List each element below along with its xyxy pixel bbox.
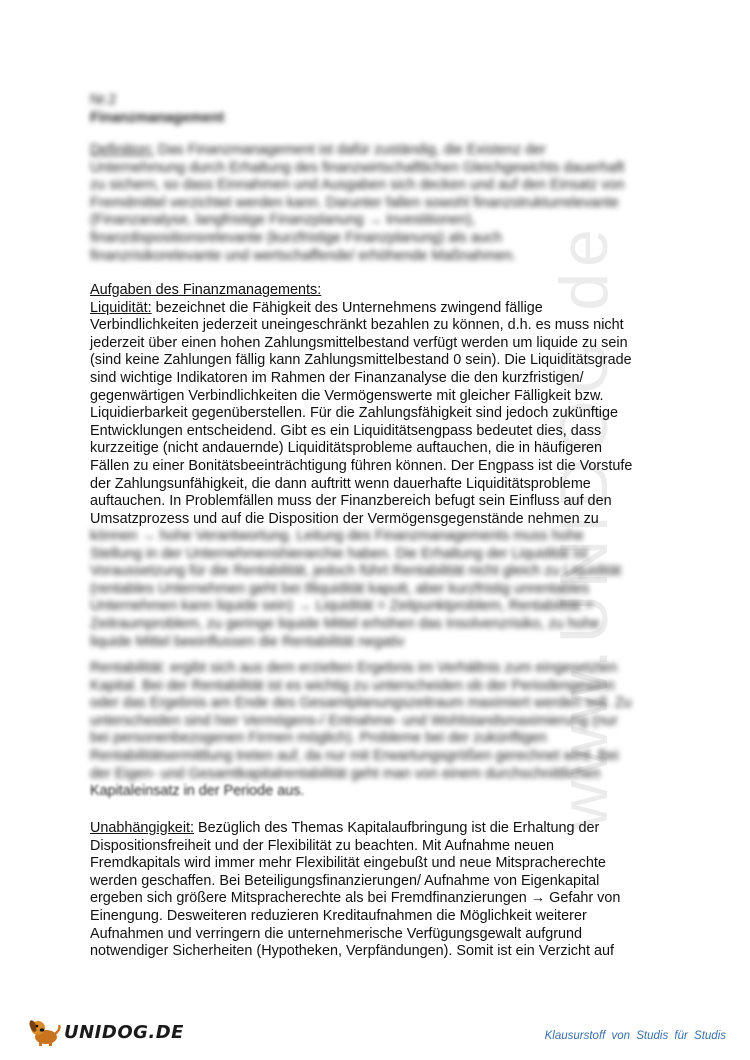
rentabilitaet-last-line: Kapitaleinsatz in der Periode aus. — [90, 783, 305, 799]
definition-paragraph — [90, 142, 645, 265]
liquiditaet-section — [90, 282, 645, 528]
liquiditaet-line: Liquidität: bezeichnet die Fähigkeit des Unternehmens zwingend fällige — [90, 299, 543, 316]
unabhaengigkeit-line: Unabhängigkeit: Bezüglich des Themas Kapitalaufbringung ist die Erhaltung der — [90, 820, 600, 836]
definition-label: Definition: — [90, 142, 154, 158]
unabhaengigkeit-line: werden geschaffen. Bei Beteiligungsfinanzierungen/ Aufnahme von Eigenkapital — [90, 872, 600, 889]
tasks-heading: Aufgaben des Finanzmanagements: — [90, 282, 322, 298]
definition-line: Definition: Das Finanzmanagement ist dafür zuständig, die Existenz der — [90, 142, 546, 158]
unabhaengigkeit-section — [90, 820, 645, 961]
definition-line: zu sichern, so dass Einnahmen und Ausgaben sich decken und auf den Einsatz von — [90, 177, 625, 194]
unabhaengigkeit-line: ergeben sich größere Mitspracherechte als bei Fremdfinanzierungen → Gefahr von — [90, 890, 621, 907]
watermark: www.UNIDOG.de — [546, 223, 622, 830]
blurred-line: bei personenbezogenen Firmen möglich). Probleme bei der zukünftigen — [90, 730, 547, 747]
blurred-line: Rentabilitätsermittlung treten auf, da nur mit Erwartungsgrößen gerechnet wird. Bei — [90, 747, 619, 764]
unabhaengigkeit-line: notwendiger Sicherheiten (Hypotheken, Verpfändungen). Somit ist ein Verzicht auf — [90, 943, 614, 960]
dog-icon — [28, 1017, 62, 1047]
blurred-line: Zeitraumproblem, zu geringe liquide Mittel erhöhen das Insolvenzrisiko, zu hohe — [90, 615, 600, 632]
definition-line: Unternehmung durch Erhaltung des finanzwirtschaftlichen Gleichgewichts dauerhaft — [90, 159, 625, 176]
liquiditaet-label: Liquidität: — [90, 299, 152, 316]
blurred-line: Rentabilität: ergibt sich aus dem erzielten Ergebnis im Verhältnis zum eingesetzten — [90, 660, 618, 676]
liquiditaet-line: jederzeit über einen hohen Zahlungsmittelbestand verfügt werden um liquide zu sein — [90, 334, 628, 351]
unabhaengigkeit-line: Fremdkapitals wird immer mehr Flexibilität eingebußt und neue Mitspracherechte — [90, 855, 606, 872]
blurred-line: Kapital. Bei der Rentabilität ist es wichtig zu unterscheiden ob der Periodengewinn — [90, 677, 615, 694]
blurred-line: liquide Mittel beeinflussen die Rentabilität negativ — [90, 633, 405, 650]
liquiditaet-line: auftauchen. In Problemfällen muss der Finanzbereich befugt sein Einfluss auf den — [90, 493, 612, 510]
definition-line: finanzdispositionsrelevante (kurzfristige Finanzplanung) als auch — [90, 229, 502, 246]
footer-tagline: Klausurstoff von Studis für Studis — [544, 1030, 726, 1042]
blurred-line: können → hohe Verantwortung. Leitung des Finanzmanagements muss hohe — [90, 528, 584, 544]
blurred-line: (rentables Unternehmen geht bei Illiquidität kaputt, aber kurzfristig unrentables — [90, 580, 590, 597]
definition-line: finanzrisikorelevante und wertschaffende/ erhöhende Maßnahmen. — [90, 247, 517, 264]
blurred-line: unterscheiden sind hier Vermögens-/ Entnahme- und Wohlstandsmaximierung (nur — [90, 712, 618, 729]
unabhaengigkeit-line: Dispositionsfreiheit und der Flexibilität zu beachten. Mit Aufnahme neuen — [90, 837, 554, 854]
liquiditaet-line: Entwicklungen entscheidend. Gibt es ein Liquiditätsengpass bedeutet dies, dass — [90, 422, 602, 439]
blurred-line: Unternehmen kann liquide sein) → Liquidität = Zeitpunktproblem, Rentabilität = — [90, 598, 594, 615]
rentabilitaet-blurred — [90, 660, 645, 783]
document-header — [90, 92, 645, 127]
blurred-line: der Eigen- und Gesamtkapitalrentabilität geht man von einem durchschnittlichen — [90, 765, 601, 782]
liquiditaet-line: Umsatzprozess und auf die Disposition der Vermögensgegenstände nehmen zu — [90, 510, 599, 527]
liquiditaet-line: sind wichtige Indikatoren im Rahmen der Finanzanalyse die den kurzfristigen/ — [90, 369, 584, 386]
liquiditaet-blurred — [90, 528, 645, 651]
unabhaengigkeit-line: Einengung. Desweiteren reduzieren Kreditaufnahmen die Möglichkeit weiterer — [90, 907, 587, 924]
liquiditaet-line: (sind keine Zahlungen fällig kann Zahlungsmittelbestand 0 sein). Die Liquiditätsgrade — [90, 352, 632, 369]
liquiditaet-line: der Zahlungsunfähigkeit, die dann auftritt wenn dauerhafte Liquiditätsprobleme — [90, 475, 591, 492]
doc-title: Finanzmanagement — [90, 109, 225, 126]
logo-text: UNIDOG.DE — [64, 1021, 184, 1043]
liquiditaet-line: Fällen zu einer Bonitätsbeeinträchtigung führen können. Der Engpass ist die Vorstufe — [90, 457, 633, 474]
definition-line: (Finanzanalyse, langfristige Finanzplanung → Investitionen), — [90, 212, 476, 229]
definition-line: Fremdmittel verzichtet werden kann. Darunter fallen sowohl finanzstrukturrelevante — [90, 194, 619, 211]
liquiditaet-line: gegenwärtigen Verbindlichkeiten die Vermögenswerte mit gleicher Fälligkeit bzw. — [90, 387, 604, 404]
liquiditaet-line: kurzzeitige (nicht andauernde) Liquiditätsprobleme auftauchen, die in häufigeren — [90, 440, 602, 457]
blurred-line: oder das Ergebnis am Ende des Gesamtplanungszeitraum maximiert werden soll. Zu — [90, 695, 632, 712]
blurred-line: Voraussetzung für die Rentabilität, jedoch führt Rentabilität nicht gleich zu Liquidität — [90, 563, 622, 580]
unidog-logo[interactable] — [28, 1016, 184, 1048]
unabhaengigkeit-label: Unabhängigkeit: — [90, 820, 195, 836]
doc-number: Nr.2 — [90, 92, 117, 108]
blurred-line: Stellung in der Unternehmenshierarchie haben. Die Erhaltung der Liquidität ist — [90, 545, 588, 562]
unabhaengigkeit-line: Aufnahmen und verringern die unternehmerische Verfügungsgewalt aufgrund — [90, 925, 583, 942]
liquiditaet-line: Liquidierbarkeit gegenüberstellen. Für die Zahlungsfähigkeit sind jedoch zukünftige — [90, 405, 618, 422]
liquiditaet-line: Verbindlichkeiten jederzeit uneingeschränkt bezahlen zu können, d.h. es muss nicht — [90, 317, 624, 334]
